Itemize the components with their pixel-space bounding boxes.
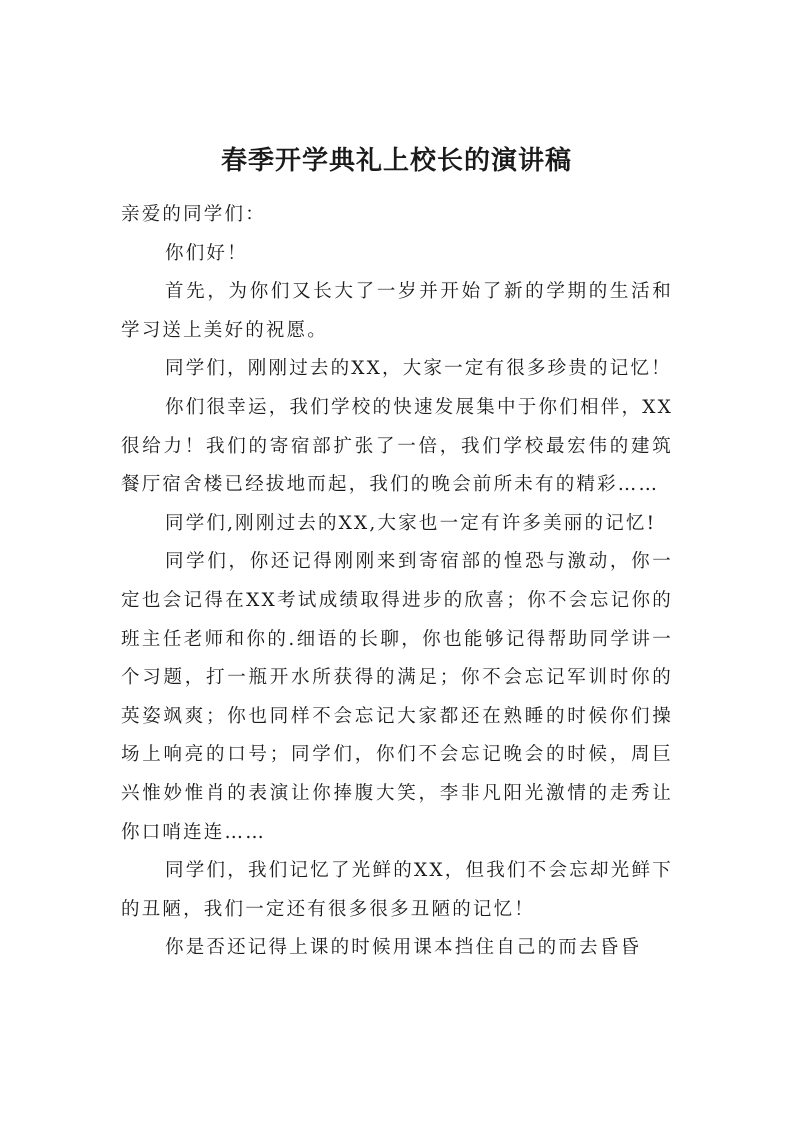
paragraph: 同学们,刚刚过去的XX,大家也一定有许多美丽的记忆! xyxy=(165,512,657,534)
paragraph: 首先，为你们又长大了一岁并开始了新的学期的生活和学习送上美好的祝愿。 xyxy=(121,281,673,341)
paragraph: 同学们，你还记得刚刚来到寄宿部的惶恐与激动，你一定也会记得在XX考试成绩取得进步的欣喜；你不会忘记你的班主任老师和你的.细语的长聊，你也能够记得帮助同学讲一个习题，打一瓶开水所获得的满足；你不会忘记军训时你的英姿飒爽；你也同样不会忘记大家都还在熟睡的时候你们操场上响亮的口号；同学们，你们不会忘记晚会的时候，周巨兴惟妙惟肖的表演让你捧腹大笑，李非凡阳光激情的走秀让你口哨连连…… xyxy=(121,551,673,843)
paragraph: 你们很幸运，我们学校的快速发展集中于你们相伴，XX很给力！我们的寄宿部扩张了一倍，我们学校最宏伟的建筑餐厅宿舍楼已经拔地而起，我们的晚会前所未有的精彩…… xyxy=(121,396,673,496)
salutation: 亲爱的同学们： xyxy=(121,204,266,225)
document-title: 春季开学典礼上校长的演讲稿 xyxy=(220,146,572,177)
paragraph: 同学们，刚刚过去的XX，大家一定有很多珍贵的记忆！ xyxy=(165,358,672,380)
paragraph: 同学们，我们记忆了光鲜的XX，但我们不会忘却光鲜下的丑陋，我们一定还有很多很多丑陋的记忆！ xyxy=(121,860,673,920)
greeting: 你们好！ xyxy=(165,242,248,264)
document-body xyxy=(121,196,673,968)
paragraph: 你是否还记得上课的时候用课本挡住自己的而去昏昏 xyxy=(165,937,642,959)
